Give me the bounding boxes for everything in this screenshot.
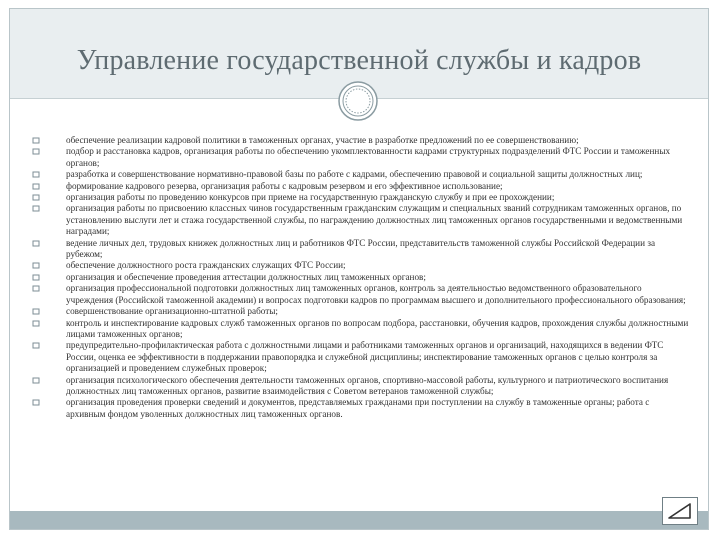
square-bullet-icon [32, 320, 41, 328]
slide [9, 8, 709, 530]
list-item-text: обеспечение должностного роста гражданских служащих ФТС России; [66, 260, 346, 271]
list-item [30, 340, 690, 374]
square-bullet-icon [32, 240, 41, 248]
square-bullet-icon [32, 274, 41, 282]
square-bullet-icon [32, 183, 41, 191]
circle-ornament-icon [338, 81, 378, 121]
list-item-text: организация и обеспечение проведения аттестации должностных лиц таможенных органов; [66, 271, 426, 282]
list-item [30, 397, 690, 420]
list-item-text: организация психологического обеспечения деятельности таможенных органов, спортивно-массовой работы, культурного и патриотического воспитания должностных лиц таможенных органов, развитие взаимодействия с Советом ветеранов таможенной службы; [66, 374, 669, 396]
list-item-text: ведение личных дел, трудовых книжек должностных лиц и работников ФТС России, представительств таможенной службы Российской Федерации за рубежом; [66, 237, 656, 260]
slide-title: Управление государственной службы и кадров [76, 45, 642, 76]
square-bullet-icon [32, 377, 41, 385]
list-item [30, 272, 690, 283]
list-item [30, 181, 690, 192]
list-item-text: организация проведения проверки сведений и документов, представляемых гражданами при поступлении на службу в таможенные органы; работа с архивным фондом уволенных должностных лиц таможенных органов. [66, 397, 650, 419]
square-bullet-icon [32, 308, 41, 316]
bullet-list [30, 135, 690, 420]
square-bullet-icon [32, 399, 41, 407]
list-item-text: организация профессиональной подготовки должностных лиц таможенных органов, контроль за деятельностью ведомственного образовательного учреждения (Российской таможенной академии) и вопросах подготовки кадров по программам высшего и дополнительного профессионального образования; [66, 283, 686, 305]
list-item-text: разработка и совершенствование нормативно-правовой базы по работе с кадрами, обеспечению правовой и социальной защиты должностных лиц; [66, 169, 643, 180]
square-bullet-icon [32, 148, 41, 156]
list-item-text: обеспечение реализации кадровой политики в таможенных органах, участие в разработке предложений по ее совершенствованию; [66, 135, 579, 145]
list-item [30, 203, 690, 237]
list-item-text: формирование кадрового резерва, организация работы с кадровым резервом и его эффективное использование; [66, 180, 503, 191]
back-arrow-icon [663, 498, 697, 524]
list-item-text: подбор и расстановка кадров, организация работы по обеспечению укомплектованности кадрами структурных подразделений ФТС России и таможенных органов; [66, 146, 671, 168]
list-item [30, 260, 690, 271]
back-button[interactable] [662, 497, 698, 525]
list-item [30, 238, 690, 261]
list-item [30, 375, 690, 398]
list-item [30, 169, 690, 180]
square-bullet-icon [32, 137, 41, 145]
footer-bar [10, 511, 708, 529]
list-item [30, 318, 690, 341]
list-item [30, 283, 690, 306]
list-item [30, 306, 690, 317]
square-bullet-icon [32, 194, 41, 202]
list-item [30, 146, 690, 169]
list-item-text: организация работы по присвоению классных чинов государственным гражданским служащим и специальных званий сотрудникам таможенных органов, по установлению выслуги лет и стажа государственной службы, по награждению должностных лиц таможенных органов государственными и ведомственными наградами; [66, 203, 683, 237]
list-item [30, 192, 690, 203]
list-item-text: совершенствование организационно-штатной работы; [66, 306, 278, 317]
list-item-text: контроль и инспектирование кадровых служб таможенных органов по вопросам подбора, расстановки, обучения кадров, прохождения службы должностными лицами таможенных органов; [66, 317, 689, 339]
list-item [30, 135, 690, 146]
list-item-text: предупредительно-профилактическая работа с должностными лицами и работниками таможенных органов и организаций, находящихся в ведении ФТС России, оценка ее эффективности в поддержании правопорядка и служебной дисциплины; инспектирование таможенных органов с целью контроля за организацией и проведением служебных проверок; [66, 340, 664, 374]
square-bullet-icon [32, 171, 41, 179]
square-bullet-icon [32, 205, 41, 213]
square-bullet-icon [32, 285, 41, 293]
square-bullet-icon [32, 342, 41, 350]
content-area [30, 135, 690, 420]
list-item-text: организация работы по проведению конкурсов при приеме на государственную гражданскую службу и при ее прохождении; [66, 192, 555, 203]
square-bullet-icon [32, 262, 41, 270]
